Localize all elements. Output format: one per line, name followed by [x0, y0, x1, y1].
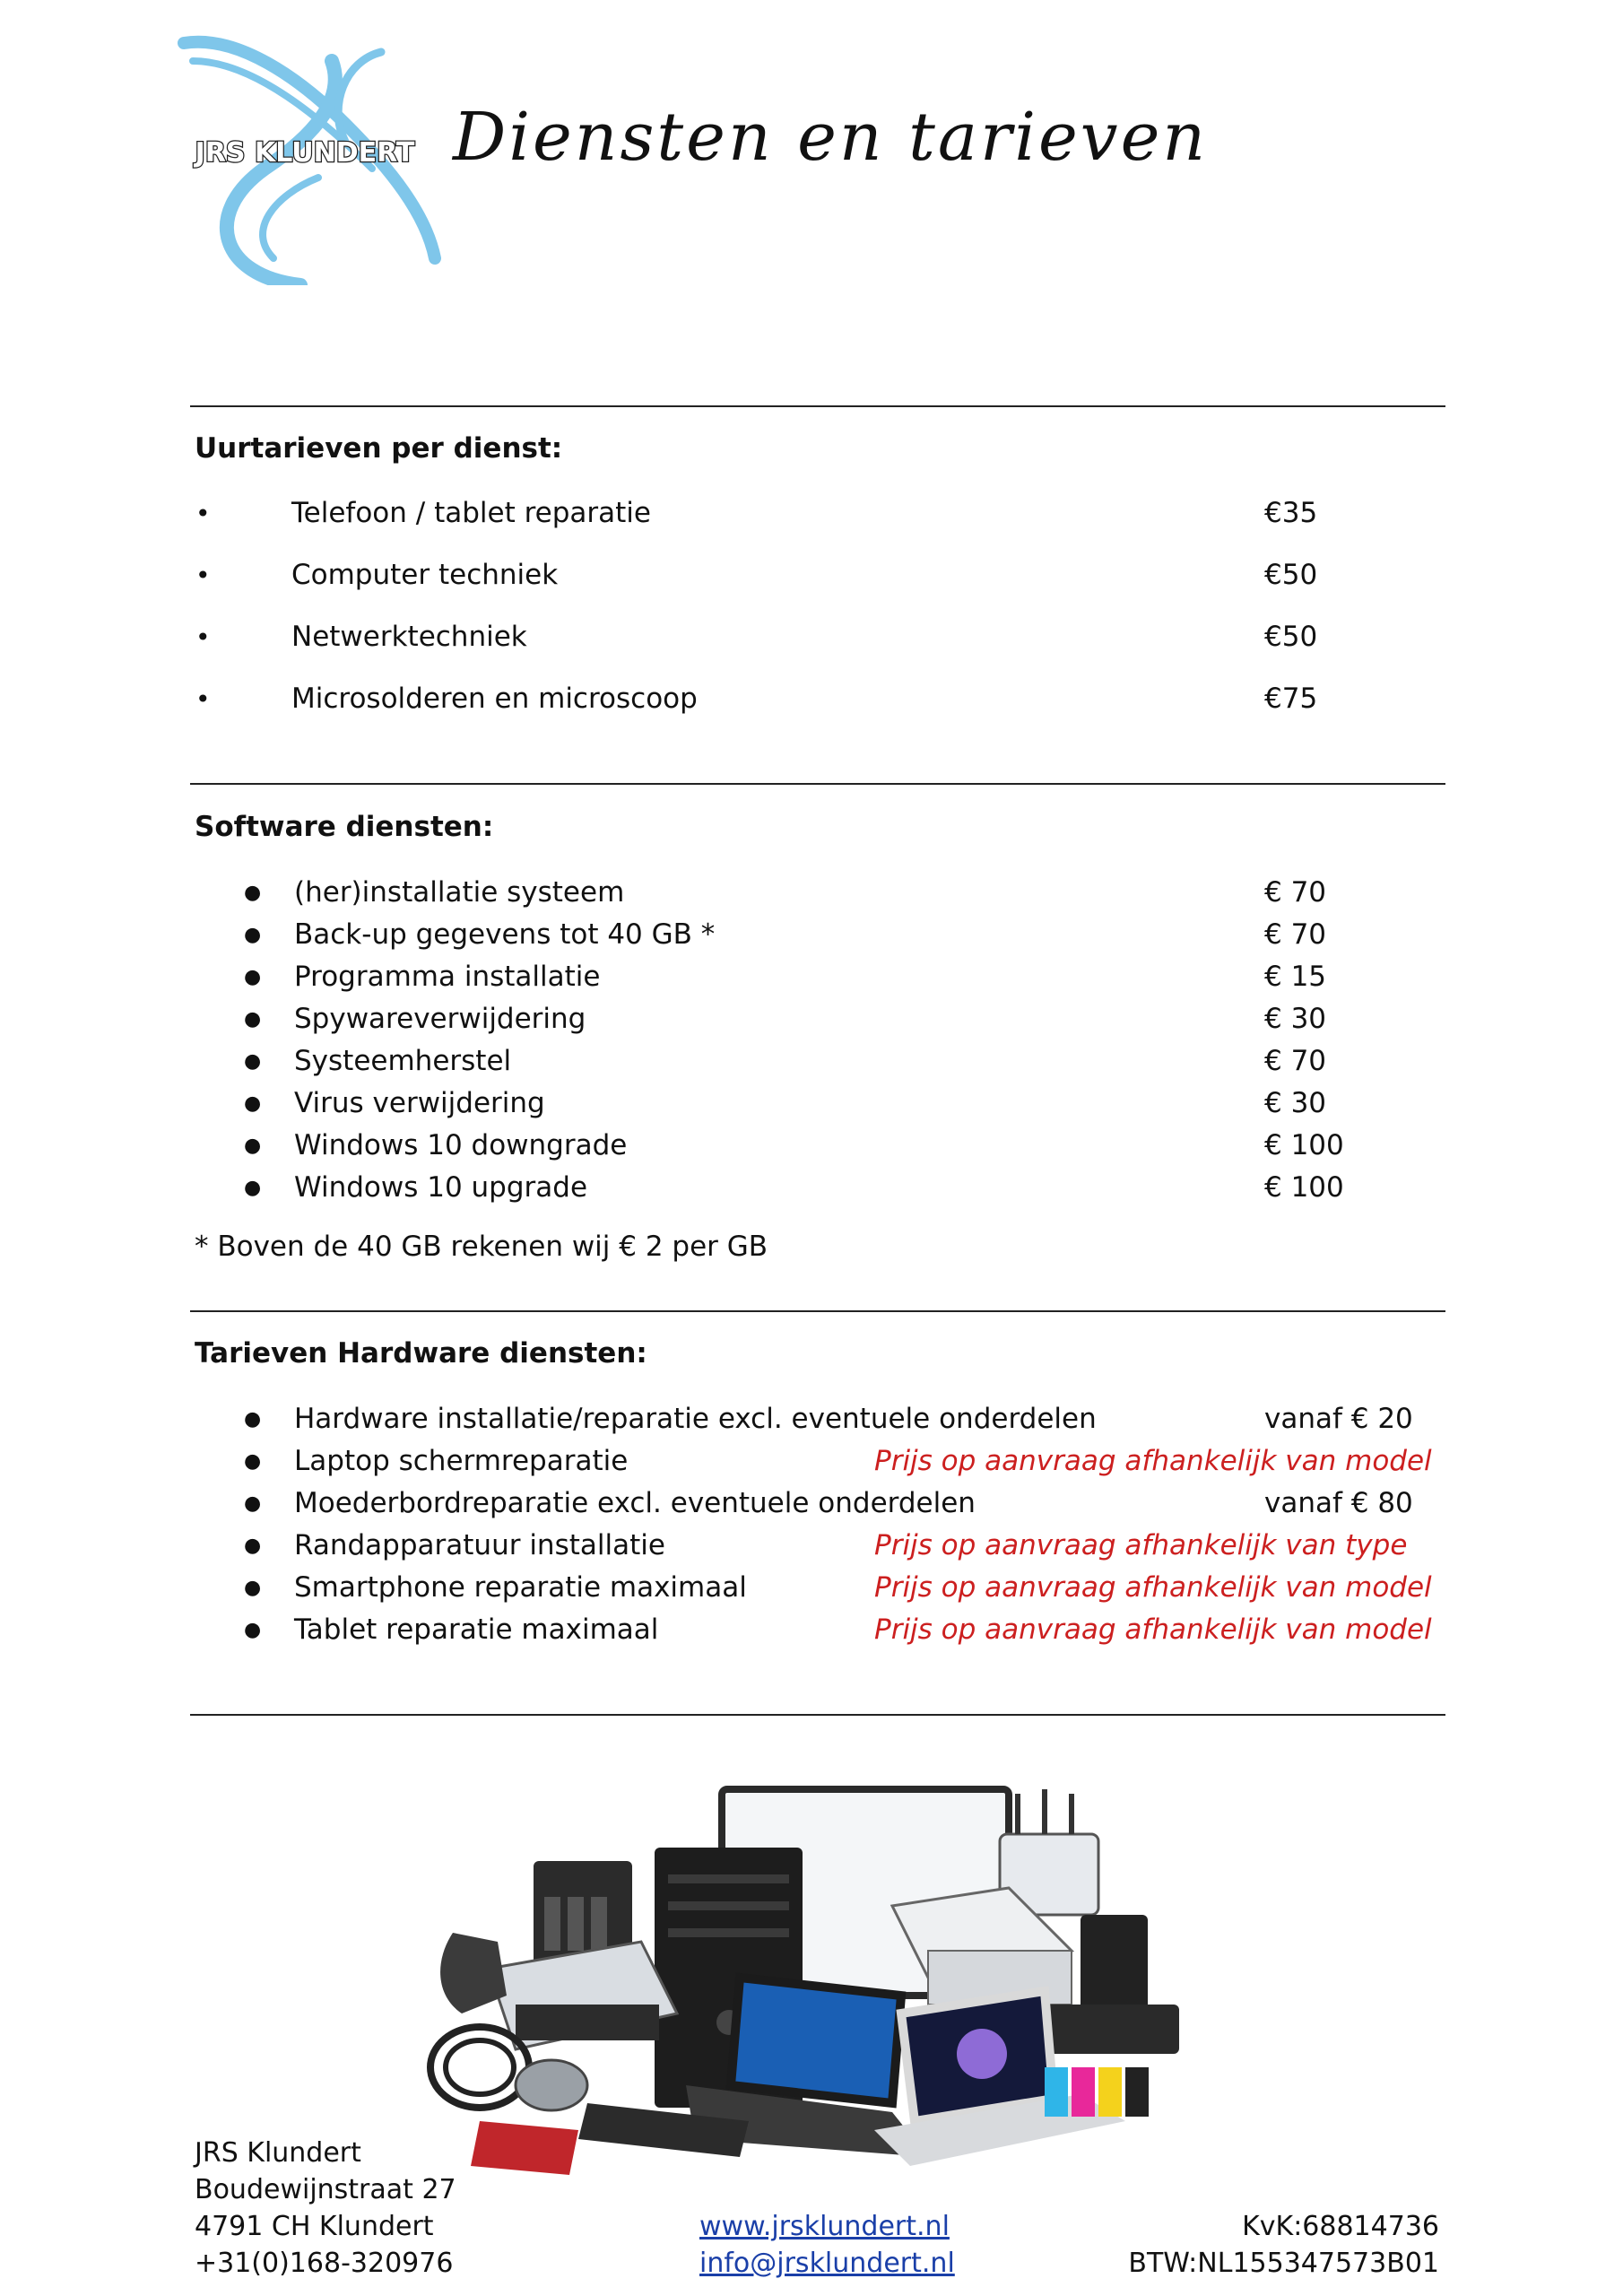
hardware-collage-image: [426, 1780, 1215, 2188]
list-item: [0, 1125, 1623, 1167]
list-item: [0, 1609, 1623, 1651]
bullet-icon: ●: [244, 1092, 262, 1115]
logo-text: JRS KLUNDERT: [195, 137, 415, 169]
service-price: €75: [1264, 683, 1318, 715]
list-item: [0, 998, 1623, 1040]
price-on-request-note: Prijs op aanvraag afhankelijk van type: [874, 1529, 1408, 1561]
bullet-icon: ●: [244, 882, 262, 904]
list-item: [0, 554, 1623, 596]
bullet-icon: ●: [244, 1619, 262, 1641]
service-price: € 30: [1264, 1087, 1327, 1119]
service-label: Smartphone reparatie maximaal: [294, 1571, 747, 1604]
service-label: (her)installatie systeem: [294, 876, 625, 909]
section-title: Software diensten:: [195, 811, 494, 843]
service-price: € 15: [1264, 961, 1327, 993]
bullet-icon: •: [195, 622, 211, 652]
service-label: Telefoon / tablet reparatie: [291, 497, 651, 529]
street-address: Boudewijnstraat 27: [195, 2174, 456, 2205]
service-label: Systeemherstel: [294, 1045, 512, 1077]
price-on-request-note: Prijs op aanvraag afhankelijk van model: [874, 1445, 1432, 1477]
section-title: Tarieven Hardware diensten:: [195, 1337, 647, 1370]
service-price: € 100: [1264, 1129, 1344, 1161]
list-item: [0, 1083, 1623, 1125]
price-on-request-note: Prijs op aanvraag afhankelijk van model: [874, 1613, 1432, 1646]
service-label: Windows 10 downgrade: [294, 1129, 628, 1161]
btw-number: BTW:NL155347573B01: [1128, 2248, 1439, 2279]
bullet-icon: ●: [244, 1177, 262, 1199]
company-name: JRS Klundert: [195, 2137, 361, 2169]
footnote: * Boven de 40 GB rekenen wij € 2 per GB: [195, 1231, 768, 1263]
contact-links: [699, 2208, 955, 2282]
list-item: [0, 678, 1623, 720]
service-label: Microsolderen en microscoop: [291, 683, 698, 715]
bullet-icon: ●: [244, 1450, 262, 1473]
service-label: Back-up gegevens tot 40 GB *: [294, 918, 716, 951]
list-item: [0, 1567, 1623, 1609]
registration-info: [1128, 2208, 1439, 2282]
bullet-icon: •: [195, 684, 211, 714]
service-price: €35: [1264, 497, 1318, 529]
service-price: vanaf € 20: [1264, 1403, 1413, 1435]
list-item: [0, 1440, 1623, 1483]
section-title: Uurtarieven per dienst:: [195, 432, 563, 465]
bullet-icon: ●: [244, 1008, 262, 1031]
service-label: Computer techniek: [291, 559, 559, 591]
service-label: Windows 10 upgrade: [294, 1171, 588, 1204]
bullet-icon: ●: [244, 966, 262, 988]
service-label: Laptop schermreparatie: [294, 1445, 629, 1477]
service-label: Moederbordreparatie excl. eventuele onderdelen: [294, 1487, 976, 1519]
section-divider: [190, 783, 1445, 785]
service-label: Spywareverwijdering: [294, 1003, 586, 1035]
bullet-icon: ●: [244, 1135, 262, 1157]
list-item: [0, 1398, 1623, 1440]
section-divider: [190, 1714, 1445, 1716]
bullet-icon: •: [195, 561, 211, 590]
service-price: € 70: [1264, 876, 1327, 909]
phone-number: +31(0)168-320976: [195, 2248, 454, 2279]
list-item: [0, 956, 1623, 998]
list-item: [0, 1483, 1623, 1525]
service-label: Randapparatuur installatie: [294, 1529, 665, 1561]
service-price: € 70: [1264, 918, 1327, 951]
list-item: [0, 872, 1623, 914]
section-divider: [190, 1310, 1445, 1312]
service-price: €50: [1264, 559, 1318, 591]
list-item: [0, 492, 1623, 535]
service-label: Tablet reparatie maximaal: [294, 1613, 659, 1646]
service-label: Programma installatie: [294, 961, 601, 993]
service-price: €50: [1264, 621, 1318, 653]
service-price: € 30: [1264, 1003, 1327, 1035]
list-item: [0, 1167, 1623, 1209]
bullet-icon: ●: [244, 924, 262, 946]
kvk-number: KvK:68814736: [1242, 2211, 1439, 2242]
bullet-icon: ●: [244, 1577, 262, 1599]
bullet-icon: ●: [244, 1492, 262, 1515]
list-item: [0, 1525, 1623, 1567]
email-link[interactable]: info@jrsklundert.nl: [699, 2248, 955, 2279]
service-price: vanaf € 80: [1264, 1487, 1413, 1519]
service-label: Virus verwijdering: [294, 1087, 545, 1119]
list-item: [0, 1040, 1623, 1083]
company-address: [195, 2135, 456, 2282]
bullet-icon: •: [195, 499, 211, 528]
section-divider: [190, 405, 1445, 407]
service-price: € 70: [1264, 1045, 1327, 1077]
company-logo: [166, 25, 444, 285]
bullet-icon: ●: [244, 1050, 262, 1073]
service-label: Netwerktechniek: [291, 621, 527, 653]
bullet-icon: ●: [244, 1535, 262, 1557]
list-item: [0, 914, 1623, 956]
bullet-icon: ●: [244, 1408, 262, 1431]
website-link[interactable]: www.jrsklundert.nl: [699, 2211, 950, 2242]
service-label: Hardware installatie/reparatie excl. eventuele onderdelen: [294, 1403, 1097, 1435]
postal-city: 4791 CH Klundert: [195, 2211, 434, 2242]
page-title: Diensten en tarieven: [453, 99, 1209, 176]
list-item: [0, 616, 1623, 658]
price-on-request-note: Prijs op aanvraag afhankelijk van model: [874, 1571, 1432, 1604]
service-price: € 100: [1264, 1171, 1344, 1204]
